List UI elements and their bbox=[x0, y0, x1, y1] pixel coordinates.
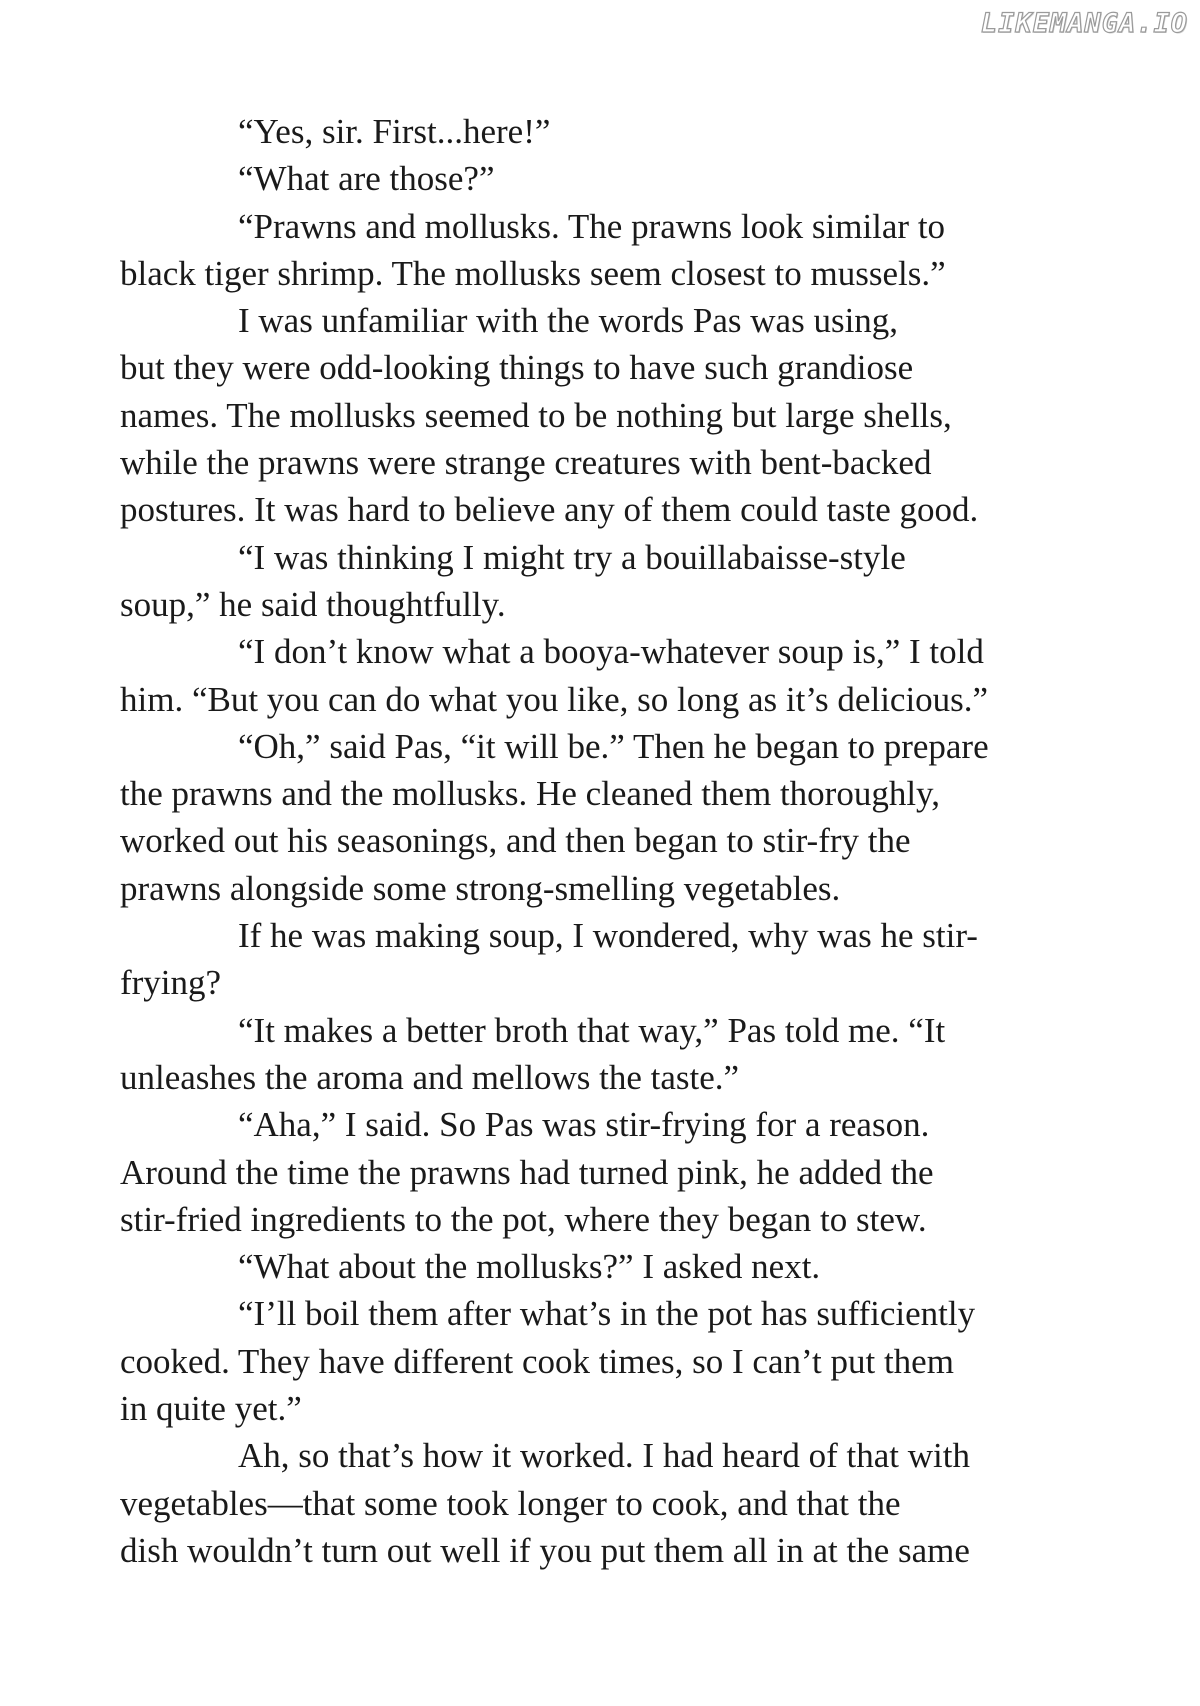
paragraph-first-line: I was unfamiliar with the words Pas was using, bbox=[238, 301, 899, 341]
text-line: him. “But you can do what you like, so long as it’s delicious.” bbox=[120, 679, 989, 719]
text-line: unleashes the aroma and mellows the taste.” bbox=[120, 1057, 740, 1097]
paragraph-first-line: If he was making soup, I wondered, why was he stir- bbox=[238, 916, 978, 956]
paragraph-first-line: “Prawns and mollusks. The prawns look similar to bbox=[238, 206, 946, 246]
text-line: the prawns and the mollusks. He cleaned them thoroughly, bbox=[120, 774, 941, 814]
novel-page-body bbox=[120, 108, 1120, 1574]
text-line: black tiger shrimp. The mollusks seem closest to mussels.” bbox=[120, 253, 946, 293]
paragraph-first-line: “Yes, sir. First...here!” bbox=[238, 112, 551, 151]
paragraph-first-line: “I’ll boil them after what’s in the pot has sufficiently bbox=[238, 1294, 976, 1334]
paragraph-first-line: “Aha,” I said. So Pas was stir-frying for a reason. bbox=[238, 1105, 930, 1145]
text-line: dish wouldn’t turn out well if you put them all in at the same bbox=[120, 1530, 970, 1570]
paragraph-first-line: “I don’t know what a booya-whatever soup is,” I told bbox=[238, 632, 984, 672]
text-line: vegetables—that some took longer to cook, and that the bbox=[120, 1483, 901, 1523]
text-line: Around the time the prawns had turned pink, he added the bbox=[120, 1152, 934, 1192]
paragraph-first-line: “What are those?” bbox=[238, 159, 495, 199]
site-watermark: LIKEMANGA.IO bbox=[980, 8, 1188, 39]
paragraph-first-line: “What about the mollusks?” I asked next. bbox=[238, 1247, 821, 1287]
paragraph-first-line: “I was thinking I might try a bouillabaisse-style bbox=[238, 537, 906, 577]
paragraph-first-line: Ah, so that’s how it worked. I had heard of that with bbox=[238, 1436, 970, 1476]
text-line: stir-fried ingredients to the pot, where they began to stew. bbox=[120, 1199, 927, 1239]
text-line: postures. It was hard to believe any of them could taste good. bbox=[120, 490, 979, 530]
text-line: in quite yet.” bbox=[120, 1389, 302, 1429]
paragraph-first-line: “It makes a better broth that way,” Pas told me. “It bbox=[238, 1010, 946, 1050]
text-line: prawns alongside some strong-smelling vegetables. bbox=[120, 868, 841, 908]
text-line: cooked. They have different cook times, so I can’t put them bbox=[120, 1341, 954, 1381]
text-line: frying? bbox=[120, 963, 222, 1003]
text-line: while the prawns were strange creatures with bent-backed bbox=[120, 443, 932, 483]
text-line: but they were odd-looking things to have such grandiose bbox=[120, 348, 914, 388]
text-line: worked out his seasonings, and then began to stir-fry the bbox=[120, 821, 911, 861]
paragraph-first-line: “Oh,” said Pas, “it will be.” Then he began to prepare bbox=[238, 726, 989, 766]
text-line: soup,” he said thoughtfully. bbox=[120, 584, 506, 624]
text-line: names. The mollusks seemed to be nothing but large shells, bbox=[120, 395, 952, 435]
